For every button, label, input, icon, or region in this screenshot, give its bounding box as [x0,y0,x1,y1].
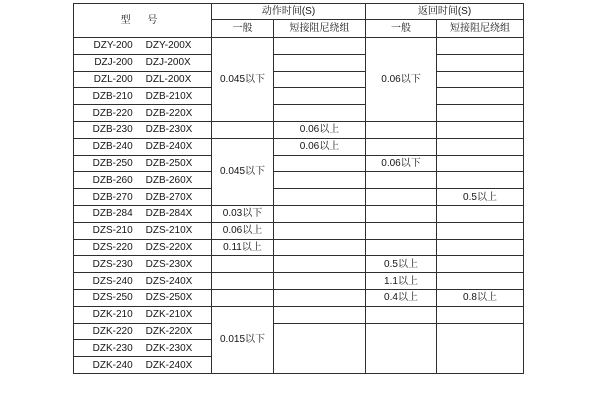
model-number-variant: DZL-200X [145,73,192,85]
model-number-variant: DZK-230X [145,342,193,354]
empty-cell [437,54,524,71]
model-number-variant: DZB-220X [145,107,193,119]
empty-cell [274,273,366,290]
model-number-variant: DZY-200X [145,40,192,52]
empty-cell [274,239,366,256]
model-number-primary: DZB-284 [92,208,133,220]
empty-cell [274,88,366,105]
empty-cell [274,189,366,206]
empty-cell [274,105,366,122]
model-number-primary: DZK-210 [92,309,133,321]
relay-spec-table [73,3,524,374]
value-cell: 0.8以上 [437,289,524,306]
model-number-variant: DZJ-200X [145,57,191,69]
value-cell: 0.015以下 [212,306,274,373]
empty-cell [437,205,524,222]
value-cell: 0.06以上 [274,138,366,155]
model-cell [74,222,212,239]
empty-cell [274,205,366,222]
model-cell [74,138,212,155]
model-number-variant: DZB-240X [145,141,193,153]
empty-cell [437,38,524,55]
table-row [74,138,524,155]
model-number-primary: DZY-200 [93,40,133,52]
model-number-primary: DZB-240 [92,141,133,153]
empty-cell [212,289,274,306]
empty-cell [437,273,524,290]
empty-cell [437,155,524,172]
value-cell: 1.1以上 [366,273,437,290]
empty-cell [274,54,366,71]
empty-cell [274,222,366,239]
model-cell [74,273,212,290]
model-cell [74,121,212,138]
model-cell [74,323,212,340]
empty-cell [274,155,366,172]
model-number-primary: DZB-210 [92,90,133,102]
model-cell [74,205,212,222]
model-number-primary: DZB-260 [92,174,133,186]
table-row [74,88,524,105]
empty-cell [366,121,437,138]
empty-cell [437,306,524,323]
value-cell: 0.5以上 [366,256,437,273]
model-number-variant: DZS-250X [145,292,193,304]
empty-cell [274,289,366,306]
value-cell: 0.06以下 [366,155,437,172]
action-damping-header-cell: 短接阻尼绕组 [274,20,366,38]
empty-cell [274,306,366,323]
model-number-primary: DZS-230 [92,258,133,270]
table-row [74,172,524,189]
value-cell: 0.06以下 [366,38,437,122]
value-cell: 0.045以下 [212,38,274,122]
model-number-variant: DZB-284X [145,208,193,220]
table-row [74,155,524,172]
model-number-variant: DZS-220X [145,241,193,253]
empty-cell [274,71,366,88]
model-number-primary: DZL-200 [93,73,133,85]
empty-cell [274,172,366,189]
table-row [74,289,524,306]
model-cell [74,189,212,206]
empty-cell [437,256,524,273]
empty-cell [212,256,274,273]
model-cell [74,357,212,374]
model-number-primary: DZB-270 [92,191,133,203]
empty-cell [366,323,437,373]
value-cell: 0.06以上 [212,222,274,239]
model-number-variant: DZK-240X [145,359,193,371]
model-number-primary: DZS-220 [92,241,133,253]
empty-cell [366,306,437,323]
model-number-variant: DZK-220X [145,325,193,337]
table-row [74,189,524,206]
model-number-variant: DZS-240X [145,275,193,287]
empty-cell [366,189,437,206]
model-number-variant: DZB-250X [145,157,193,169]
value-cell: 0.045以下 [212,138,274,205]
table-row [74,256,524,273]
model-number-primary: DZJ-200 [94,57,133,69]
empty-cell [437,323,524,373]
model-number-primary: DZB-250 [92,157,133,169]
model-cell [74,306,212,323]
table-row [74,273,524,290]
value-cell: 0.4以上 [366,289,437,306]
value-cell: 0.06以上 [274,121,366,138]
model-cell [74,172,212,189]
model-cell [74,256,212,273]
model-cell [74,54,212,71]
empty-cell [366,138,437,155]
value-cell: 0.5以上 [437,189,524,206]
model-number-primary: DZK-220 [92,325,133,337]
model-cell [74,239,212,256]
empty-cell [437,71,524,88]
model-number-primary: DZK-230 [92,342,133,354]
model-number-variant: DZB-210X [145,90,193,102]
empty-cell [212,273,274,290]
table-row [74,222,524,239]
table-row [74,205,524,222]
model-cell [74,88,212,105]
model-number-primary: DZS-210 [92,225,133,237]
empty-cell [274,323,366,373]
model-number-variant: DZS-210X [145,225,193,237]
model-cell [74,38,212,55]
model-number-variant: DZS-230X [145,258,193,270]
empty-cell [437,138,524,155]
table-row [74,38,524,55]
empty-cell [437,88,524,105]
action-time-header-cell: 动作时间(S) [212,4,366,20]
empty-cell [274,38,366,55]
model-number-variant: DZB-260X [145,174,193,186]
value-cell: 0.11以上 [212,239,274,256]
empty-cell [437,105,524,122]
model-number-variant: DZK-210X [145,309,193,321]
action-general-header-cell: 一般 [212,20,274,38]
model-number-primary: DZK-240 [92,359,133,371]
empty-cell [366,205,437,222]
model-number-variant: DZB-230X [145,124,193,136]
return-damping-header-cell: 短接阻尼绕组 [437,20,524,38]
model-header-cell: 型 号 [74,4,212,38]
table-row [74,71,524,88]
empty-cell [437,121,524,138]
model-number-primary: DZS-240 [92,275,133,287]
model-cell [74,155,212,172]
model-cell [74,289,212,306]
empty-cell [366,172,437,189]
model-cell [74,340,212,357]
model-number-primary: DZB-220 [92,107,133,119]
table-row [74,323,524,340]
return-general-header-cell: 一般 [366,20,437,38]
table-row [74,105,524,122]
model-cell [74,105,212,122]
model-cell [74,71,212,88]
empty-cell [366,222,437,239]
model-number-primary: DZB-230 [92,124,133,136]
empty-cell [437,222,524,239]
model-number-primary: DZS-250 [92,292,133,304]
value-cell: 0.03以下 [212,205,274,222]
table-row [74,54,524,71]
model-number-variant: DZB-270X [145,191,193,203]
table-row [74,121,524,138]
empty-cell [212,121,274,138]
empty-cell [437,172,524,189]
empty-cell [274,256,366,273]
table-row [74,239,524,256]
empty-cell [366,239,437,256]
empty-cell [437,239,524,256]
return-time-header-cell: 返回时间(S) [366,4,524,20]
table-row [74,306,524,323]
